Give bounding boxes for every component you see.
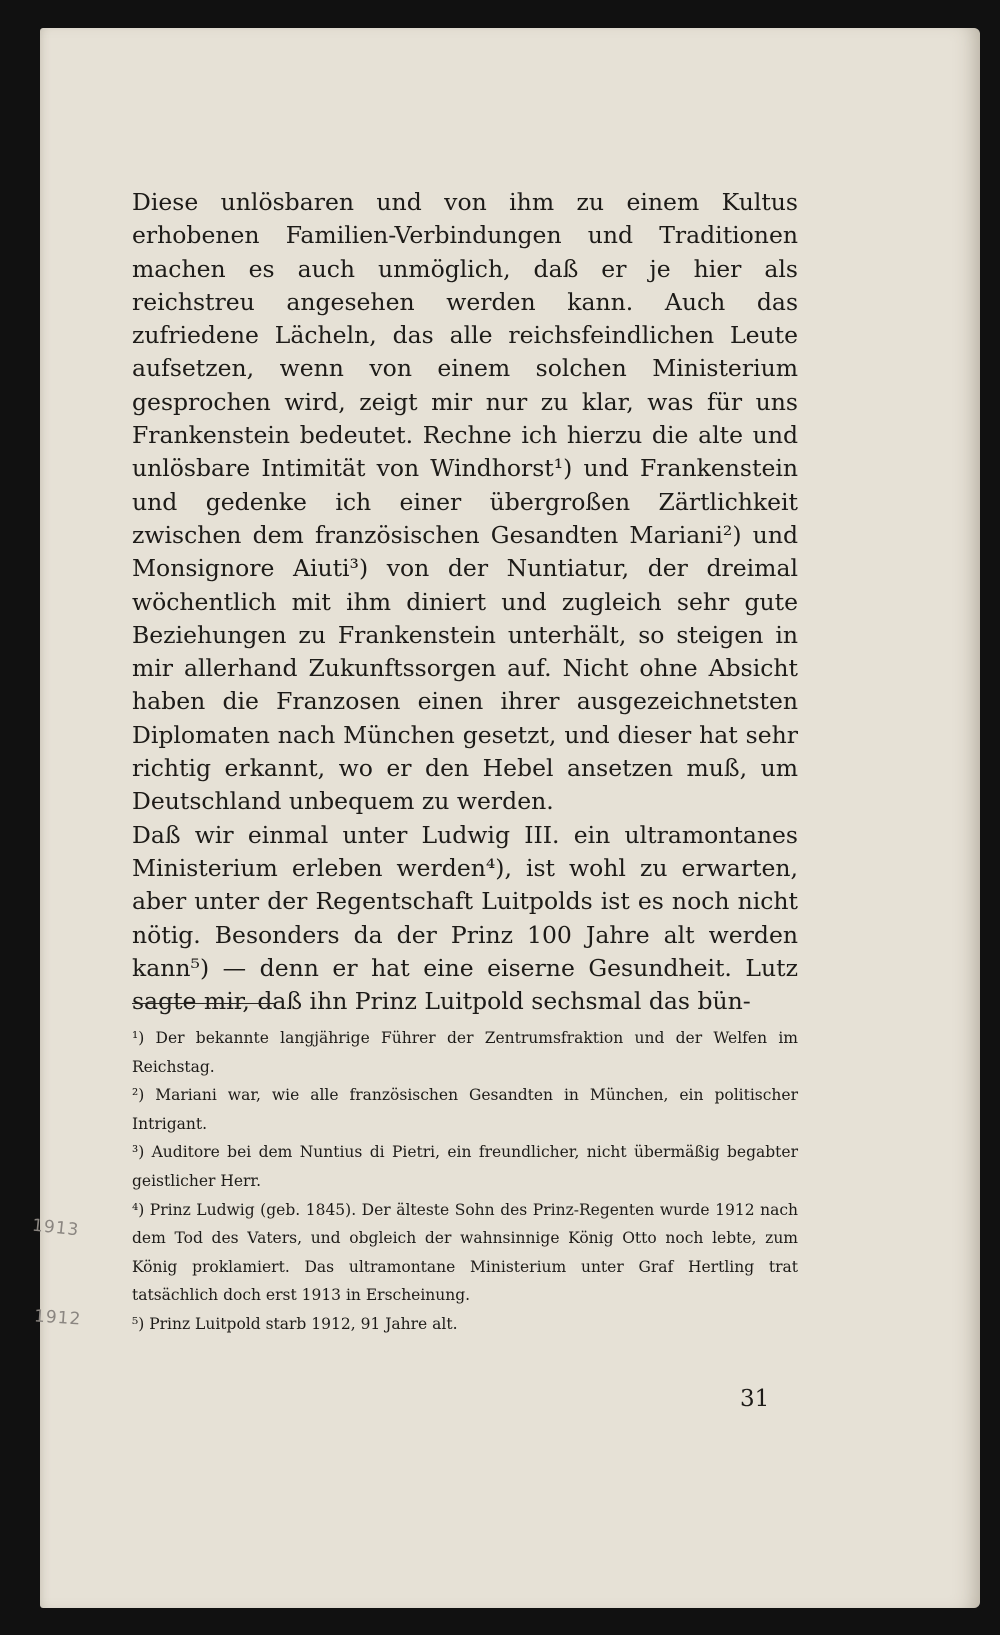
book-page bbox=[31, 28, 980, 1608]
paragraph-2: Daß wir einmal unter Ludwig III. ein ultramontanes Ministerium erleben werden⁴), ist wohl zu erwarten, aber unter der Regentschaft Luitpolds ist es noch nicht nötig. Besonders da der Prinz 100 Jahre alt werden kann⁵) — denn er hat eine eiserne Gesundheit. Lutz sagte mir, daß ihn Prinz Luitpold sechsmal das bün- bbox=[132, 820, 798, 1016]
footnote-4: ⁴) Prinz Ludwig (geb. 1845). Der älteste Sohn des Prinz-Regenten wurde 1912 nach dem Tod des Vaters, und obgleich der wahnsinnige König Otto noch lebte, zum König proklamiert. Das ultramontane Ministerium unter Graf Hertling trat tatsächlich doch erst 1913 in Erscheinung. bbox=[132, 1200, 798, 1305]
footnote-2: ²) Mariani war, wie alle französischen Gesandten in München, ein politischer Intrigant. bbox=[132, 1086, 798, 1133]
pencil-margin-note-1913: 1913 bbox=[31, 1215, 81, 1241]
main-text bbox=[132, 186, 798, 1018]
footnotes bbox=[132, 1024, 798, 1339]
page-number: 31 bbox=[740, 1386, 770, 1412]
footnote-1: ¹) Der bekannte langjährige Führer der Zentrumsfraktion und der Welfen im Reichstag. bbox=[132, 1029, 798, 1076]
footnote-3: ³) Auditore bei dem Nuntius di Pietri, ein freundlicher, nicht übermäßig begabter geistlicher Herr. bbox=[132, 1143, 798, 1190]
pencil-margin-note-1912: 1912 bbox=[33, 1306, 82, 1330]
paragraph-1: Diese unlösbaren und von ihm zu einem Kultus erhobenen Familien-Verbindungen und Traditionen machen es auch unmöglich, daß er je hier als reichstreu angesehen werden kann. Auch das zufriedene Lächeln, das alle reichsfeindlichen Leute aufsetzen, wenn von einem solchen Ministerium gesprochen wird, zeigt mir nur zu klar, was für uns Frankenstein bedeutet. Rechne ich hierzu die alte und unlösbare Intimität von Windhorst¹) und Frankenstein und gedenke ich einer übergroßen Zärtlichkeit zwischen dem französischen Gesandten Mariani²) und Monsignore Aiuti³) von der Nuntiatur, der dreimal wöchentlich mit ihm diniert und zugleich sehr gute Beziehungen zu Frankenstein unterhält, so steigen in mir allerhand Zukunftssorgen auf. Nicht ohne Absicht haben die Franzosen einen ihrer ausgezeichnetsten Diplomaten nach München gesetzt, und dieser hat sehr richtig erkannt, wo er den Hebel ansetzen muß, um Deutschland unbequem zu werden. bbox=[132, 188, 798, 816]
footnote-5: ⁵) Prinz Luitpold starb 1912, 91 Jahre alt. bbox=[132, 1314, 458, 1333]
footnote-separator bbox=[132, 1003, 274, 1004]
